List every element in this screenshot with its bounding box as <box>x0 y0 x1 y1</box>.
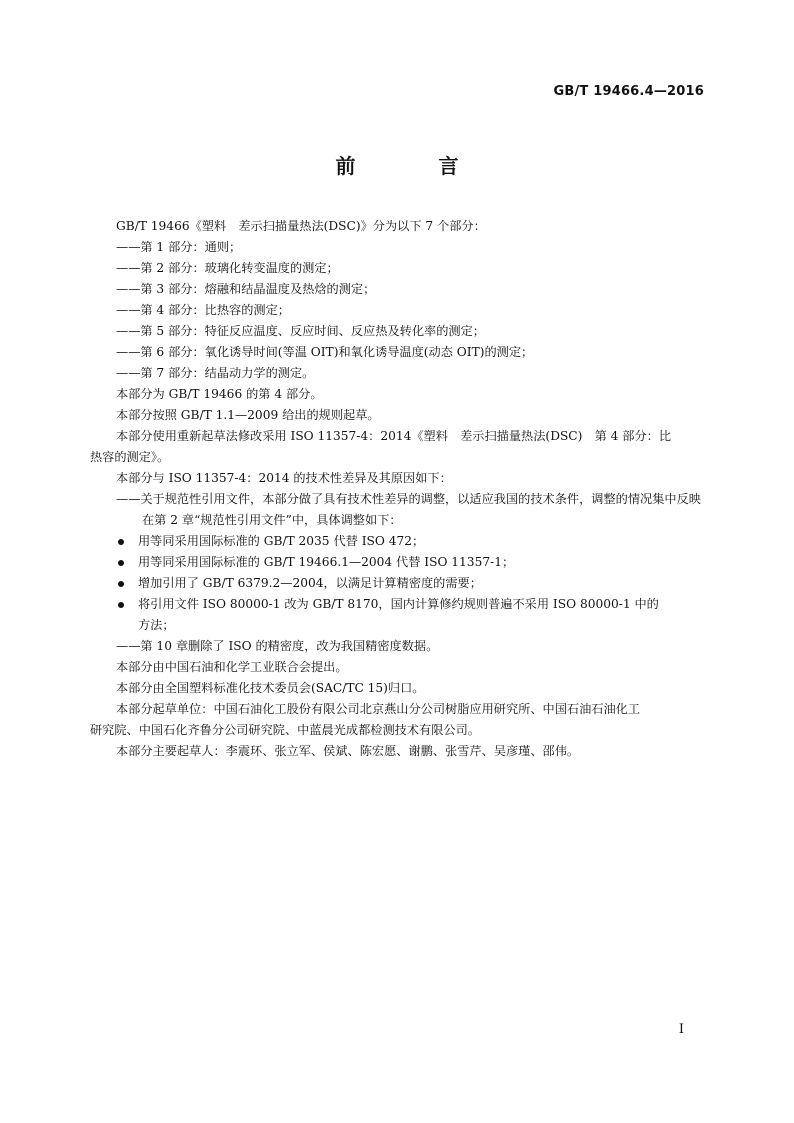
paragraph: 本部分为 GB/T 19466 的第 4 部分。 <box>116 387 323 401</box>
dash-item: ——第 3 部分：熔融和结晶温度及热焓的测定； <box>116 282 376 296</box>
dash-item: ——第 2 部分：玻璃化转变温度的测定； <box>116 261 339 275</box>
bullet-text: 用等同采用国际标准的 GB/T 2035 代替 ISO 472； <box>138 534 425 548</box>
bullet-text: 用等同采用国际标准的 GB/T 19466.1—2004 代替 ISO 11357-1； <box>138 555 515 569</box>
bullet-text: 将引用文件 ISO 80000-1 改为 GB/T 8170，国内计算修约规则普遍不采用 ISO 80000-1 中的 <box>138 597 659 611</box>
paragraph: 本部分由全国塑料标准化技术委员会(SAC/TC 15)归口。 <box>116 681 425 695</box>
bullet-icon <box>118 560 124 566</box>
bullet-item <box>90 573 706 594</box>
paragraph: 本部分起草单位：中国石油化工股份有限公司北京燕山分公司树脂应用研究所、中国石油石油化工 <box>116 702 641 716</box>
paragraph: 本部分使用重新起草法修改采用 ISO 11357-4：2014《塑料 差示扫描量热法(DSC) 第 4 部分：比 <box>116 429 672 443</box>
foreword-body <box>90 216 706 762</box>
dash-item: ——关于规范性引用文件，本部分做了具有技术性差异的调整，以适应我国的技术条件，调整的情况集中反映在第 2 章“规范性引用文件”中，具体调整如下： <box>116 492 701 527</box>
page-title: 前 言 <box>335 154 497 178</box>
dash-item: ——第 4 部分：比热容的测定； <box>116 303 290 317</box>
dash-item: ——第 5 部分：特征反应温度、反应时间、反应热及转化率的测定； <box>116 324 485 338</box>
paragraph: 本部分由中国石油和化学工业联合会提出。 <box>116 660 348 674</box>
paragraph-continuation: 热容的测定》。 <box>90 450 170 464</box>
paragraph: 本部分与 ISO 11357-4：2014 的技术性差异及其原因如下： <box>116 471 452 485</box>
page-number: I <box>678 1022 684 1037</box>
paragraph: 本部分主要起草人：李震环、张立军、侯斌、陈宏愿、谢鹏、张雪芹、吴彦瑾、邵伟。 <box>116 744 580 758</box>
bullet-text: 增加引用了 GB/T 6379.2—2004，以满足计算精密度的需要； <box>138 576 482 590</box>
paragraph: GB/T 19466《塑料 差示扫描量热法(DSC)》分为以下 7 个部分： <box>116 219 486 233</box>
paragraph: 本部分按照 GB/T 1.1—2009 给出的规则起草。 <box>116 408 380 422</box>
bullet-item <box>90 552 706 573</box>
dash-item: ——第 7 部分：结晶动力学的测定。 <box>116 366 315 380</box>
standard-code: GB/T 19466.4—2016 <box>553 84 704 99</box>
dash-item: ——第 6 部分：氧化诱导时间(等温 OIT)和氧化诱导温度(动态 OIT)的测定； <box>116 345 534 359</box>
dash-item: ——第 10 章删除了 ISO 的精密度，改为我国精密度数据。 <box>116 639 439 653</box>
bullet-item <box>90 594 706 615</box>
bullet-continuation: 方法； <box>138 618 175 632</box>
paragraph-continuation: 研究院、中国石化齐鲁分公司研究院、中蓝晨光成都检测技术有限公司。 <box>90 723 480 737</box>
dash-item: ——第 1 部分：通则； <box>116 240 242 254</box>
bullet-icon <box>118 602 124 608</box>
bullet-item <box>90 531 706 552</box>
bullet-icon <box>118 581 124 587</box>
bullet-icon <box>118 539 124 545</box>
